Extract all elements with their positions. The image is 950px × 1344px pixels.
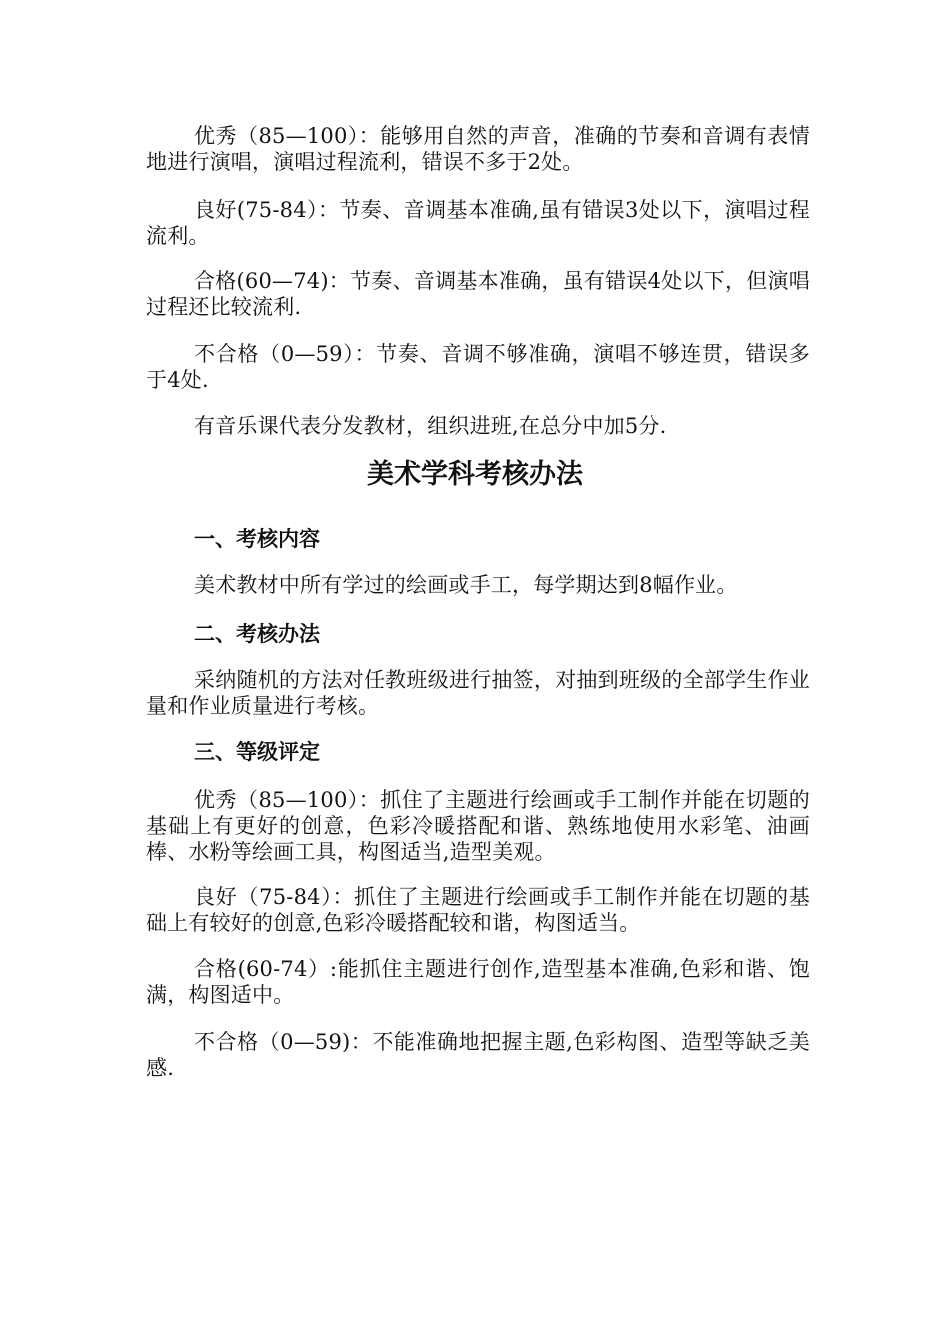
music-grade-pass: 合格(60—74)：节奏、音调基本准确，虽有错误4处以下，但演唱过程还比较流利.: [146, 269, 810, 319]
music-grade-excellent: 优秀（85—100）：能够用自然的声音，准确的节奏和音调有表情地进行演唱，演唱过程流利，错误不多于2处。: [146, 124, 810, 174]
art-section1-heading: 一、考核内容: [194, 527, 320, 551]
art-grade-good: 良好（75-84）：抓住了主题进行绘画或手工制作并能在切题的基础上有较好的创意,色彩冷暖搭配较和谐，构图适当。: [146, 885, 810, 935]
art-section1-text: 美术教材中所有学过的绘画或手工，每学期达到8幅作业。: [194, 573, 738, 597]
music-grade-good: 良好(75-84）：节奏、音调基本准确,虽有错误3处以下，演唱过程流利。: [146, 198, 810, 248]
art-grade-excellent: 优秀（85—100）：抓住了主题进行绘画或手工制作并能在切题的基础上有更好的创意，色彩冷暖搭配和谐、熟练地使用水彩笔、油画棒、水粉等绘画工具，构图适当,造型美观。: [146, 788, 810, 864]
art-section3-heading: 三、等级评定: [194, 740, 320, 764]
art-grade-pass: 合格(60-74）:能抓住主题进行创作,造型基本准确,色彩和谐、饱满，构图适中。: [146, 957, 810, 1007]
music-grade-fail: 不合格（0—59）：节奏、音调不够准确，演唱不够连贯，错误多于4处.: [146, 342, 810, 392]
art-section2-text: 采纳随机的方法对任教班级进行抽签，对抽到班级的全部学生作业量和作业质量进行考核。: [146, 668, 810, 718]
art-grade-fail: 不合格（0—59)：不能准确地把握主题,色彩构图、造型等缺乏美感.: [146, 1030, 810, 1080]
music-bonus-note: 有音乐课代表分发教材，组织进班,在总分中加5分.: [194, 414, 667, 438]
art-title: 美术学科考核办法: [367, 459, 583, 490]
art-section2-heading: 二、考核办法: [194, 622, 320, 646]
